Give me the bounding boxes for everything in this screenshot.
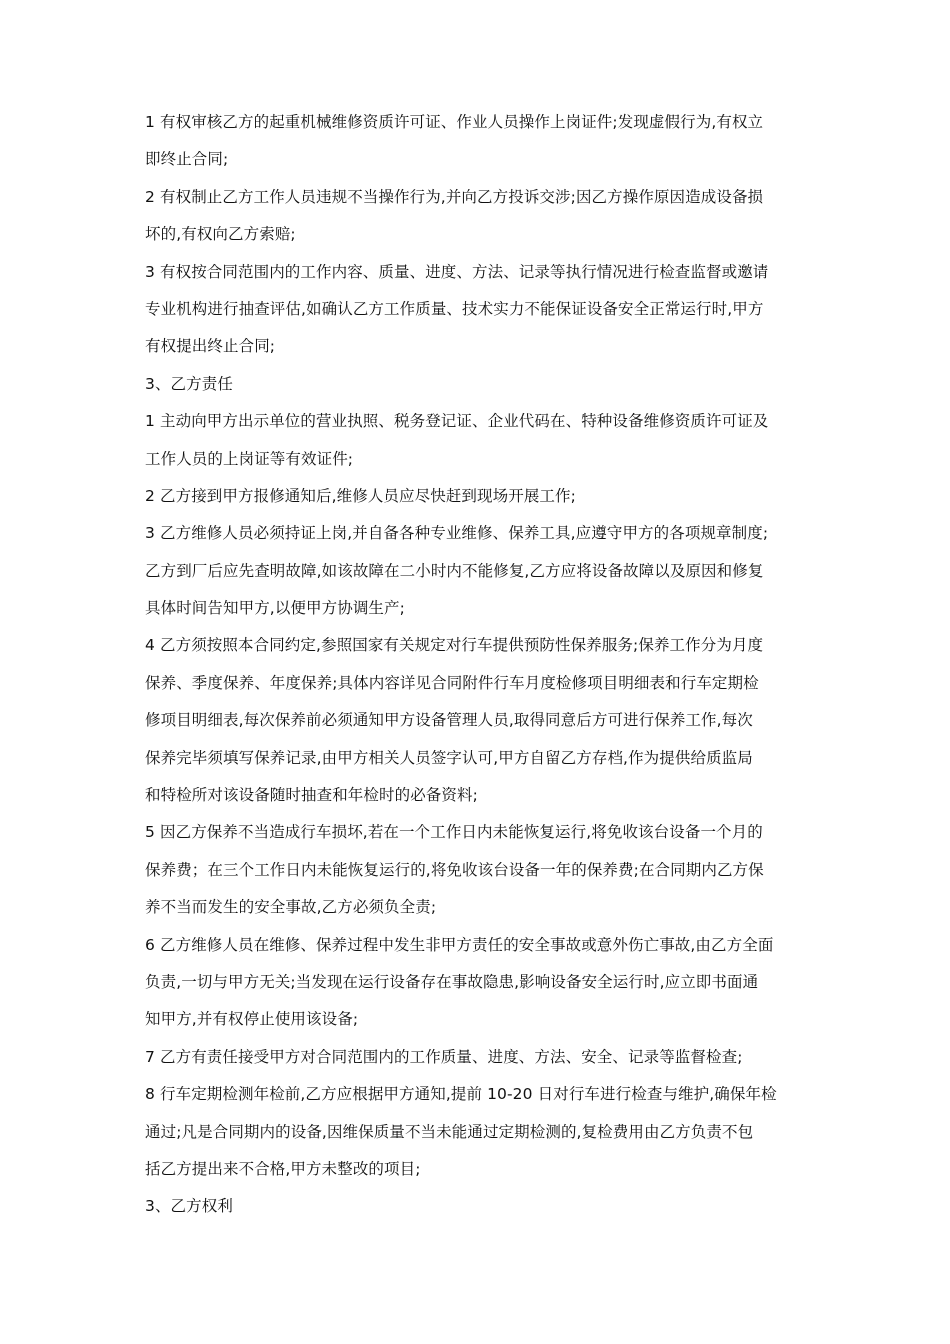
text-line: 括乙方提出来不合格,甲方未整改的项目;	[145, 1159, 421, 1178]
text-line: 和特检所对该设备随时抽查和年检时的必备资料;	[145, 786, 478, 805]
text-line: 6 乙方维修人员在维修、保养过程中发生非甲方责任的安全事故或意外伤亡事故,由乙方全面	[145, 935, 774, 954]
text-line: 养不当而发生的安全事故,乙方必须负全责;	[145, 898, 437, 917]
text-line: 专业机构进行抽查评估,如确认乙方工作质量、技术实力不能保证设备安全正常运行时,甲方	[145, 299, 764, 318]
section-heading: 3、乙方责任	[145, 374, 233, 393]
text-line: 知甲方,并有权停止使用该设备;	[145, 1010, 359, 1029]
text-line: 坏的,有权向乙方索赔;	[145, 225, 296, 244]
text-line: 具体时间告知甲方,以便甲方协调生产;	[145, 599, 405, 618]
text-line: 修项目明细表,每次保养前必须通知甲方设备管理人员,取得同意后方可进行保养工作,每次	[145, 711, 753, 730]
text-line: 负责,一切与甲方无关;当发现在运行设备存在事故隐患,影响设备安全运行时,应立即书面通	[145, 972, 759, 991]
text-line: 保养费；在三个工作日内未能恢复运行的,将免收该台设备一年的保养费;在合同期内乙方保	[145, 860, 764, 879]
text-line: 1 主动向甲方出示单位的营业执照、税务登记证、企业代码在、特种设备维修资质许可证及	[145, 412, 769, 431]
text-line: 有权提出终止合同;	[145, 337, 276, 356]
document-body	[145, 104, 817, 1226]
text-line: 2 有权制止乙方工作人员违规不当操作行为,并向乙方投诉交涉;因乙方操作原因造成设备损	[145, 187, 764, 206]
text-line: 乙方到厂后应先查明故障,如该故障在二小时内不能修复,乙方应将设备故障以及原因和修复	[145, 561, 764, 580]
text-line: 3 乙方维修人员必须持证上岗,并自备各种专业维修、保养工具,应遵守甲方的各项规章制度;	[145, 524, 769, 543]
text-line: 保养、季度保养、年度保养;具体内容详见合同附件行车月度检修项目明细表和行车定期检	[145, 673, 759, 692]
text-line: 8 行车定期检测年检前,乙方应根据甲方通知,提前 10-20 日对行车进行检查与维护,确保年检	[145, 1085, 777, 1104]
section-heading: 3、乙方权利	[145, 1197, 233, 1216]
text-line: 2 乙方接到甲方报修通知后,维修人员应尽快赶到现场开展工作;	[145, 486, 576, 505]
text-line: 保养完毕须填写保养记录,由甲方相关人员签字认可,甲方自留乙方存档,作为提供给质监局	[145, 748, 753, 767]
text-line: 通过;凡是合同期内的设备,因维保质量不当未能通过定期检测的,复检费用由乙方负责不包	[145, 1122, 754, 1141]
text-line: 即终止合同;	[145, 150, 229, 169]
text-line: 1 有权审核乙方的起重机械维修资质许可证、作业人员操作上岗证件;发现虚假行为,有权立	[145, 113, 764, 131]
text-line: 工作人员的上岗证等有效证件;	[145, 449, 354, 468]
text-line: 7 乙方有责任接受甲方对合同范围内的工作质量、进度、方法、安全、记录等监督检查;	[145, 1047, 743, 1066]
text-line: 3 有权按合同范围内的工作内容、质量、进度、方法、记录等执行情况进行检查监督或邀请	[145, 262, 769, 281]
text-line: 5 因乙方保养不当造成行车损坏,若在一个工作日内未能恢复运行,将免收该台设备一个月的	[145, 823, 763, 842]
text-line: 4 乙方须按照本合同约定,参照国家有关规定对行车提供预防性保养服务;保养工作分为月度	[145, 636, 764, 655]
